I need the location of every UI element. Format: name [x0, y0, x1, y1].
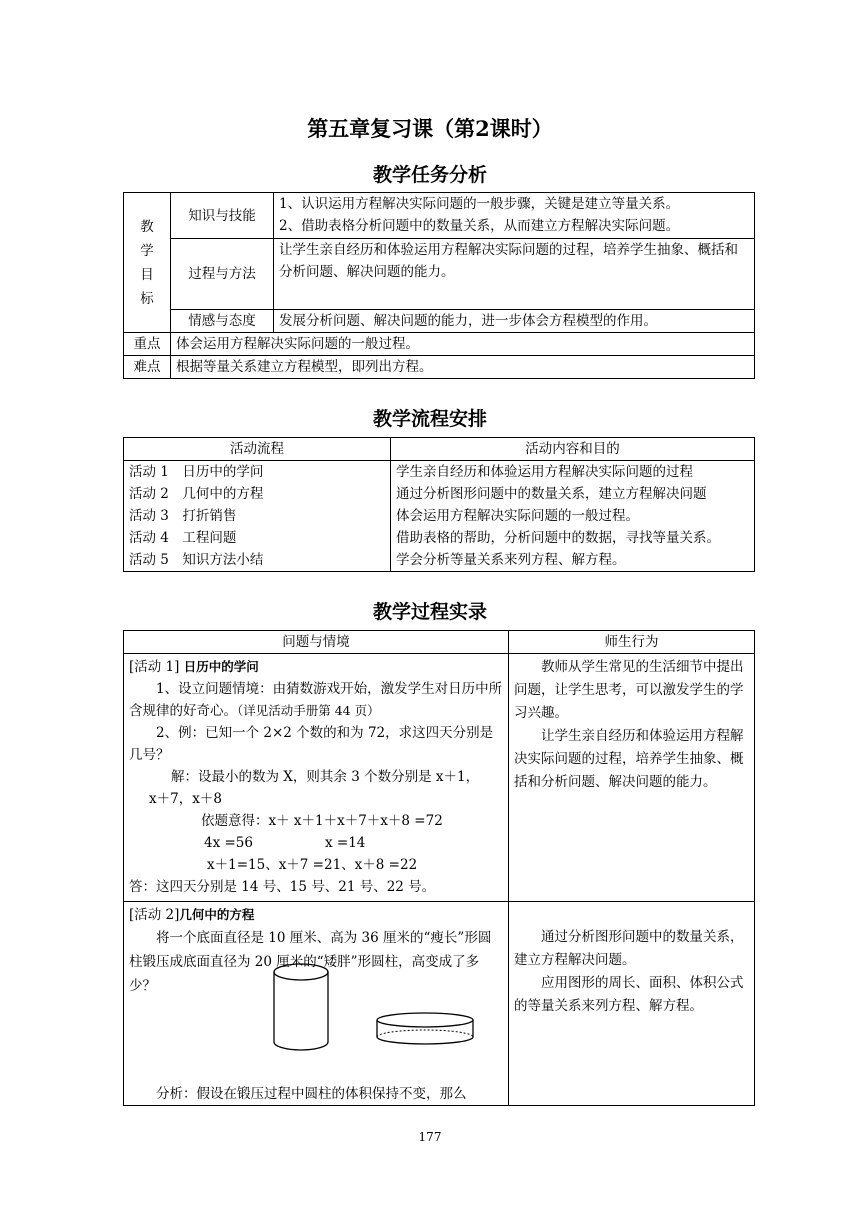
activity1-teacher: 教师从学生常见的生活细节中提出问题，让学生思考，可以激发学生的学习兴趣。 让学生亲自经历和体验运用方程解决实际问题的过程，培养学生抽象、概括和分析问题、解决问题的能力。	[509, 654, 755, 902]
flow-row	[124, 549, 755, 572]
activity1-situation	[124, 654, 509, 902]
flow-row	[124, 505, 755, 527]
activity1-name: 日历中的学问	[183, 659, 259, 674]
goal-label: 教 学 目 标	[124, 193, 171, 333]
row-label-emotion: 情感与态度	[171, 310, 274, 333]
activity2-tag: [活动 2]	[129, 907, 180, 923]
activity2-problem: 将一个底面直径是 10 厘米、高为 36 厘米的“瘦长”形圆柱锻压成底面直径为 20 厘米的“矮胖”形圆柱，高变成了多少？	[129, 930, 492, 994]
section-title-analysis: 教学任务分析	[372, 164, 487, 186]
flow-row	[124, 527, 755, 549]
key-content: 体会运用方程解决实际问题的一般过程。	[171, 333, 755, 356]
process-header-situation: 问题与情境	[124, 631, 509, 654]
solution-line-1: 解：设最小的数为 X，则其余 3 个数分别是 x＋1，	[171, 769, 480, 785]
difficulty-content: 根据等量关系建立方程模型，即列出方程。	[171, 356, 755, 379]
key-label: 重点	[124, 333, 171, 356]
analysis-table	[123, 192, 755, 379]
section-title-process: 教学过程实录	[372, 601, 487, 623]
activity2-situation	[124, 902, 509, 1106]
flow-purpose: 通过分析图形问题中的数量关系，建立方程解决问题	[391, 483, 755, 505]
activity1-intro: 1、设立问题情境：由猜数游戏开始，激发学生对日历中所含规律的好奇心。（详见活动手册第 44 页）	[129, 681, 503, 719]
activity1-row	[124, 654, 755, 902]
activity1-example: 2、例：已知一个 2×2 个数的和为 72，求这四天分别是几号？	[129, 725, 494, 763]
flow-purpose: 学会分析等量关系来列方程、解方程。	[391, 549, 755, 572]
flow-table	[123, 437, 755, 572]
flow-activity: 活动 3 打折销售	[124, 505, 391, 527]
flow-purpose: 借助表格的帮助，分析问题中的数据，寻找等量关系。	[391, 527, 755, 549]
activity1-tag: [活动 1]	[129, 659, 180, 675]
row-content-process: 让学生亲自经历和体验运用方程解决实际问题的过程，培养学生抽象、概括和分析问题、解决问题的能力。	[274, 239, 755, 310]
short-cylinder-icon	[374, 1010, 476, 1050]
flow-activity: 活动 4 工程问题	[124, 527, 391, 549]
flow-activity: 活动 1 日历中的学问	[124, 461, 391, 484]
flow-row	[124, 461, 755, 484]
tall-cylinder-icon	[271, 962, 331, 1052]
section-title-flow: 教学流程安排	[372, 408, 487, 430]
solution-line-2: x＋7，x＋8	[149, 791, 222, 807]
page-title: 第五章复习课（第2课时）	[307, 116, 553, 141]
difficulty-label: 难点	[124, 356, 171, 379]
activity2-analysis: 分析：假设在锻压过程中圆柱的体积保持不变，那么	[156, 1086, 467, 1102]
activity2-teacher: 通过分析图形问题中的数量关系，建立方程解决问题。 应用图形的周长、面积、体积公式的等量关系来列方程、解方程。	[509, 902, 755, 1106]
row-content-emotion: 发展分析问题、解决问题的能力，进一步体会方程模型的作用。	[274, 310, 755, 333]
solution-line-4: 4x =56 x =14	[204, 835, 366, 851]
activity2-row	[124, 902, 755, 1106]
row-content-knowledge: 1、认识运用方程解决实际问题的一般步骤，关键是建立等量关系。 2、借助表格分析问题中的数量关系，从而建立方程解决实际问题。	[274, 193, 755, 239]
flow-activity: 活动 5 知识方法小结	[124, 549, 391, 572]
process-header-behavior: 师生行为	[509, 631, 755, 654]
flow-purpose: 体会运用方程解决实际问题的一般过程。	[391, 505, 755, 527]
flow-purpose: 学生亲自经历和体验运用方程解决实际问题的过程	[391, 461, 755, 484]
flow-header-purpose: 活动内容和目的	[391, 438, 755, 461]
flow-activity: 活动 2 几何中的方程	[124, 483, 391, 505]
solution-line-5: x＋1=15、x＋7 =21、x＋8 =22	[207, 857, 418, 873]
activity1-answer: 答：这四天分别是 14 号、15 号、21 号、22 号。	[129, 879, 436, 895]
flow-header-activity: 活动流程	[124, 438, 391, 461]
solution-line-3: 依题意得：x＋ x＋1＋x＋7＋x＋8 =72	[201, 813, 443, 829]
process-table	[123, 630, 755, 1106]
row-label-knowledge: 知识与技能	[171, 193, 274, 239]
activity2-name: 几何中的方程	[179, 907, 255, 922]
page-number: 177	[418, 1130, 442, 1144]
flow-row	[124, 483, 755, 505]
row-label-process: 过程与方法	[171, 239, 274, 310]
